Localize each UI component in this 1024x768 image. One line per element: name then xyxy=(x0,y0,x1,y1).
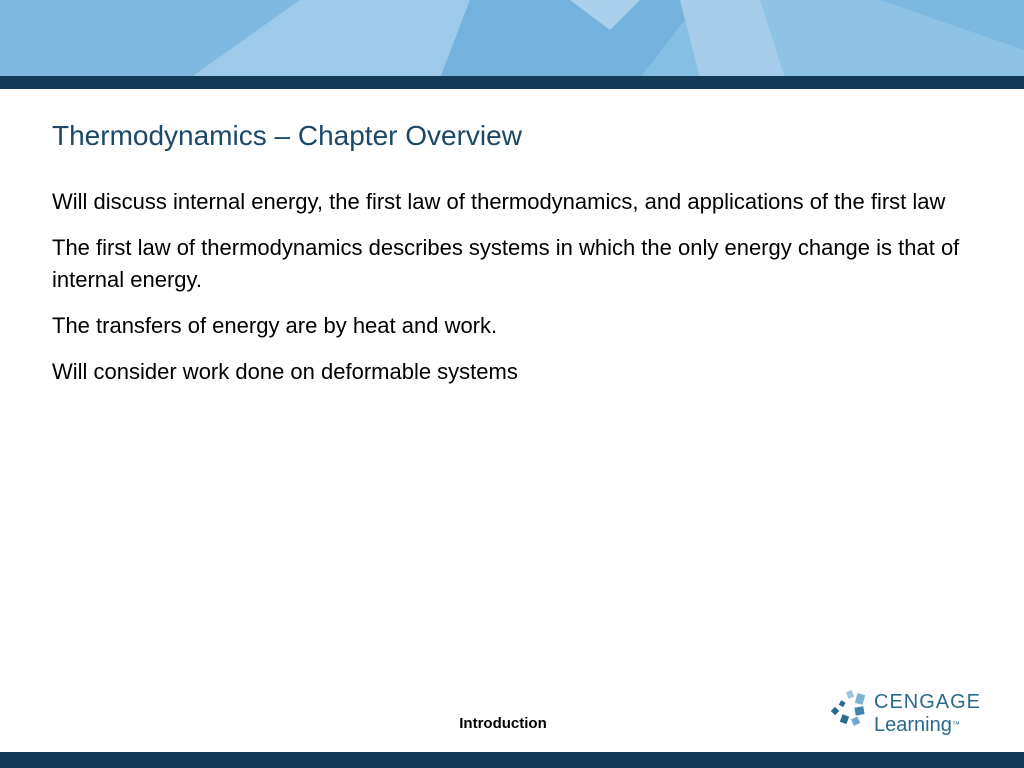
header-banner xyxy=(0,0,1024,78)
slide-title: Thermodynamics – Chapter Overview xyxy=(52,120,522,151)
logo-trademark: ™ xyxy=(951,720,960,729)
logo-text-learning xyxy=(874,714,960,737)
footer-bar xyxy=(0,752,1024,768)
slide-body xyxy=(52,186,972,402)
body-paragraph: The transfers of energy are by heat and work. xyxy=(52,313,498,338)
header-bar xyxy=(0,76,1024,89)
header-pattern xyxy=(0,0,1024,78)
logo-text-learning-word: Learning xyxy=(874,714,952,736)
body-paragraph: Will discuss internal energy, the first law of thermodynamics, and applications of the first law xyxy=(52,189,946,214)
body-paragraph: The first law of thermodynamics describes systems in which the only energy change is that of internal energy. xyxy=(52,235,960,292)
cengage-learning-logo xyxy=(830,688,980,740)
body-paragraph: Will consider work done on deformable systems xyxy=(52,359,518,384)
footer-section-label: Introduction xyxy=(459,715,547,732)
logo-text-cengage: CENGAGE xyxy=(874,691,982,713)
cengage-logo-mark-icon xyxy=(830,688,872,732)
